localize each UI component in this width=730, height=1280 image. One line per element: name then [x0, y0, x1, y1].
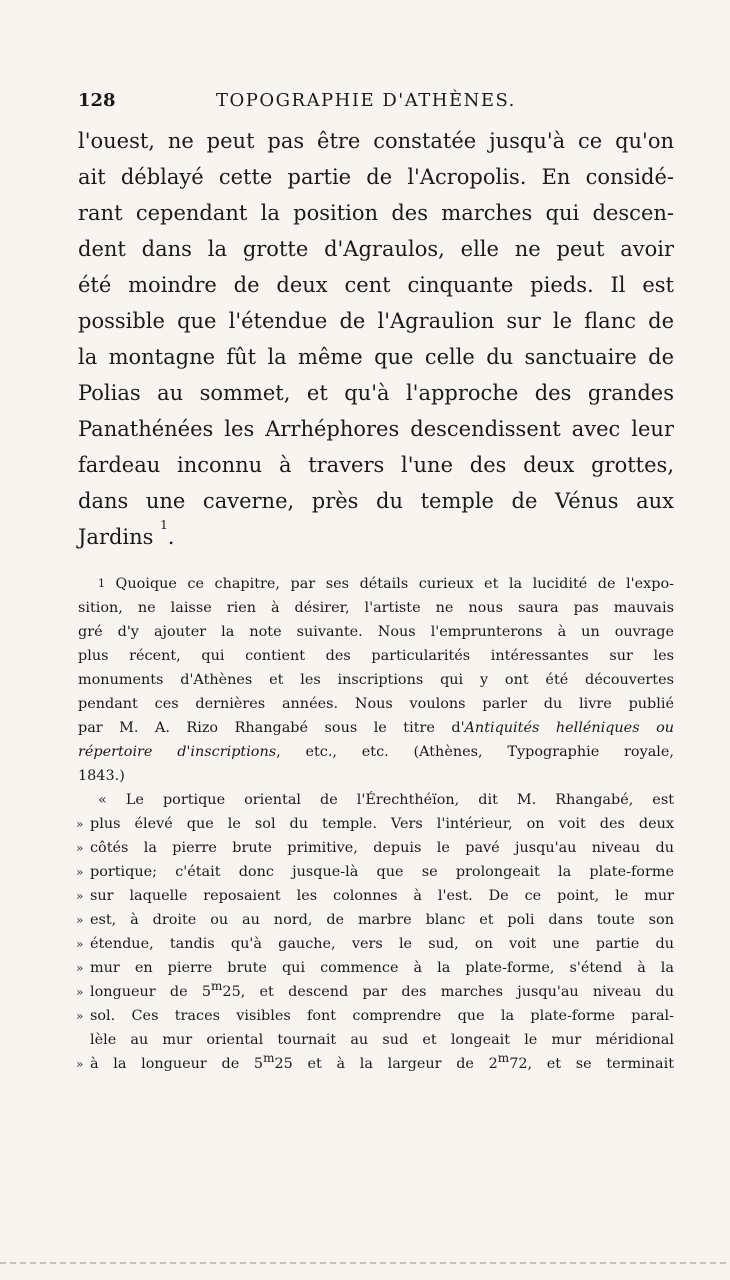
- quote-text: est, à droite ou au nord, de marbre blanc et poli dans toute son: [90, 912, 674, 928]
- quote-mark: »: [76, 985, 84, 999]
- quote-line: [78, 980, 674, 1004]
- footnote-line: pendant ces dernières années. Nous voulons parler du livre publié: [78, 696, 674, 712]
- footnote-marker: 1: [98, 577, 105, 590]
- unit-superscript: m: [211, 979, 223, 993]
- quote-line: [78, 956, 674, 980]
- footnote-line: plus récent, qui contient des particularités intéressantes sur les: [78, 648, 674, 664]
- unit-superscript: m: [497, 1051, 510, 1065]
- quote-mark: »: [76, 937, 84, 951]
- body-line-last: [78, 519, 674, 555]
- running-header: [78, 86, 674, 116]
- unit-superscript: m: [263, 1051, 275, 1065]
- quote-line: [78, 908, 674, 932]
- quote-text: 72, et se terminait: [509, 1056, 674, 1072]
- quote-mark: »: [76, 889, 84, 903]
- page-number: 128: [78, 90, 116, 111]
- quote-line: [78, 932, 674, 956]
- quote-text: lèle au mur oriental tournait au sud et longeait le mur méridional: [90, 1032, 674, 1048]
- footnote-text: Quoique ce chapitre, par ses détails curieux et la lucidité de l'expo-: [115, 576, 674, 592]
- body-line: fardeau inconnu à travers l'une des deux grottes,: [78, 453, 674, 477]
- quote-mark: »: [76, 841, 84, 855]
- book-title-italic: répertoire d'inscriptions: [78, 744, 277, 760]
- page-bottom-edge: [0, 1262, 730, 1264]
- footnote-reference: 1: [160, 518, 168, 532]
- quote-line: [78, 884, 674, 908]
- footnotes: [78, 572, 674, 1076]
- quote-mark: »: [76, 961, 84, 975]
- body-last-text: Jardins: [78, 525, 161, 549]
- quote-text: 25 et à la largeur de 2: [274, 1056, 498, 1072]
- quote-mark: »: [76, 817, 84, 831]
- quote-mark: »: [76, 913, 84, 927]
- footnote-line: monuments d'Athènes et les inscriptions qui y ont été découvertes: [78, 672, 674, 688]
- footnote-line: [78, 740, 674, 764]
- body-line: la montagne fût la même que celle du sanctuaire de: [78, 345, 674, 369]
- running-title: TOPOGRAPHIE D'ATHÈNES.: [216, 90, 516, 111]
- body-last-punct: .: [167, 525, 175, 549]
- body-line: été moindre de deux cent cinquante pieds. Il est: [78, 273, 674, 297]
- quote-line: [78, 860, 674, 884]
- body-line: possible que l'étendue de l'Agraulion sur le flanc de: [78, 309, 674, 333]
- quote-text: mur en pierre brute qui commence à la plate-forme, s'étend à la: [90, 960, 674, 976]
- footnote-line: gré d'y ajouter la note suivante. Nous l'emprunterons à un ouvrage: [78, 624, 674, 640]
- quote-text: étendue, tandis qu'à gauche, vers le sud, on voit une partie du: [90, 936, 674, 952]
- quote-line: [78, 836, 674, 860]
- quote-text: sur laquelle reposaient les colonnes à l'est. De ce point, le mur: [90, 888, 674, 904]
- body-line: Polias au sommet, et qu'à l'approche des grandes: [78, 381, 674, 405]
- quote-text: plus élevé que le sol du temple. Vers l'intérieur, on voit des deux: [90, 816, 674, 832]
- quote-line: [78, 788, 674, 812]
- quote-line: [78, 1028, 674, 1052]
- body-line: Panathénées les Arrhéphores descendissent avec leur: [78, 417, 674, 441]
- main-text: [78, 123, 674, 555]
- body-line: l'ouest, ne peut pas être constatée jusqu'à ce qu'on: [78, 129, 674, 153]
- body-line: dans une caverne, près du temple de Vénus aux: [78, 489, 674, 513]
- footnote-line: [78, 572, 674, 596]
- footnote-line: sition, ne laisse rien à désirer, l'artiste ne nous saura pas mauvais: [78, 600, 674, 616]
- body-line: rant cependant la position des marches qui descen-: [78, 201, 674, 225]
- quote-line: [78, 1004, 674, 1028]
- footnote-line: 1843.): [78, 768, 125, 784]
- quote-line: [78, 812, 674, 836]
- quote-mark: »: [76, 1009, 84, 1023]
- quote-text: Le portique oriental de l'Érechthéïon, dit M. Rhangabé, est: [125, 792, 674, 808]
- body-line: dent dans la grotte d'Agraulos, elle ne peut avoir: [78, 237, 674, 261]
- footnote-text: , etc., etc. (Athènes, Typographie royale,: [276, 744, 674, 760]
- quote-text: côtés la pierre brute primitive, depuis le pavé jusqu'au niveau du: [90, 840, 674, 856]
- quote-mark: »: [76, 865, 84, 879]
- quote-line: [78, 1052, 674, 1076]
- quote-open-mark: «: [98, 792, 107, 808]
- quote-text: à la longueur de 5: [90, 1056, 264, 1072]
- body-line: ait déblayé cette partie de l'Acropolis. En considé-: [78, 165, 674, 189]
- book-title-italic: Antiquités helléniques ou: [464, 720, 675, 736]
- quote-text: portique; c'était donc jusque-là que se prolongeait la plate-forme: [90, 864, 674, 880]
- quote-text: sol. Ces traces visibles font comprendre que la plate-forme paral-: [90, 1008, 674, 1024]
- footnote-line: [78, 716, 674, 740]
- quote-text: 25, et descend par des marches jusqu'au niveau du: [222, 984, 674, 1000]
- quote-mark: »: [76, 1057, 84, 1071]
- footnote-text: par M. A. Rizo Rhangabé sous le titre d': [78, 720, 465, 736]
- quote-text: longueur de 5: [90, 984, 212, 1000]
